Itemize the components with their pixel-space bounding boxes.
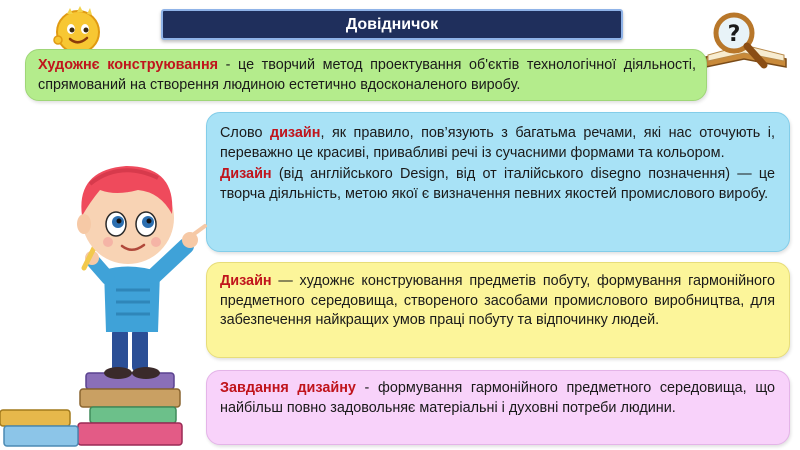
magnifier-book-icon — [698, 5, 794, 83]
design-word-text: , як правило, пов’язують з багатьма речами, які нас оточують і, переважно це красиві, привабливі речі із сучасними формами та кольором. — [220, 125, 775, 161]
term-design-origin: Дизайн — [220, 166, 272, 182]
term-design-word: дизайн — [269, 125, 321, 141]
term-art-construction: Художнє конструювання — [38, 57, 219, 73]
definition-art-construction-text: - це творчий метод проектування об'єктів технологічної діяльності, спрямований на створення людиною естетично вдосконаленого виробу. — [38, 57, 697, 93]
design-word-prefix: Слово — [220, 125, 270, 141]
design-origin-text: (від англійського Design, від от італійського disegno позначення) — це творча діяльність, метою якої є визначення певних якостей промислового виробу. — [220, 166, 775, 202]
design-task-text: - формування гармонійного предметного середовища, що найбільш повно задовольняє матеріальні і духовні потреби людини. — [220, 380, 775, 416]
term-design: Дизайн — [220, 273, 272, 289]
boy-illustration — [0, 150, 210, 450]
books-stack-icon — [0, 373, 182, 446]
design-definition-text: — художнє конструювання предметів побуту, формування гармонійного предметного середовища, створеного засобами промислового виробництва, для забезпечення найкращих умов праці побуту та відпочинку людей. — [220, 273, 775, 328]
svg-text:?: ? — [727, 22, 741, 47]
page-title: Довідничок — [161, 9, 623, 40]
design-task — [206, 370, 790, 445]
design-word-explanation — [206, 112, 790, 252]
term-design-task: Завдання дизайну — [220, 380, 356, 396]
definition-art-construction — [25, 49, 707, 101]
design-definition — [206, 262, 790, 358]
